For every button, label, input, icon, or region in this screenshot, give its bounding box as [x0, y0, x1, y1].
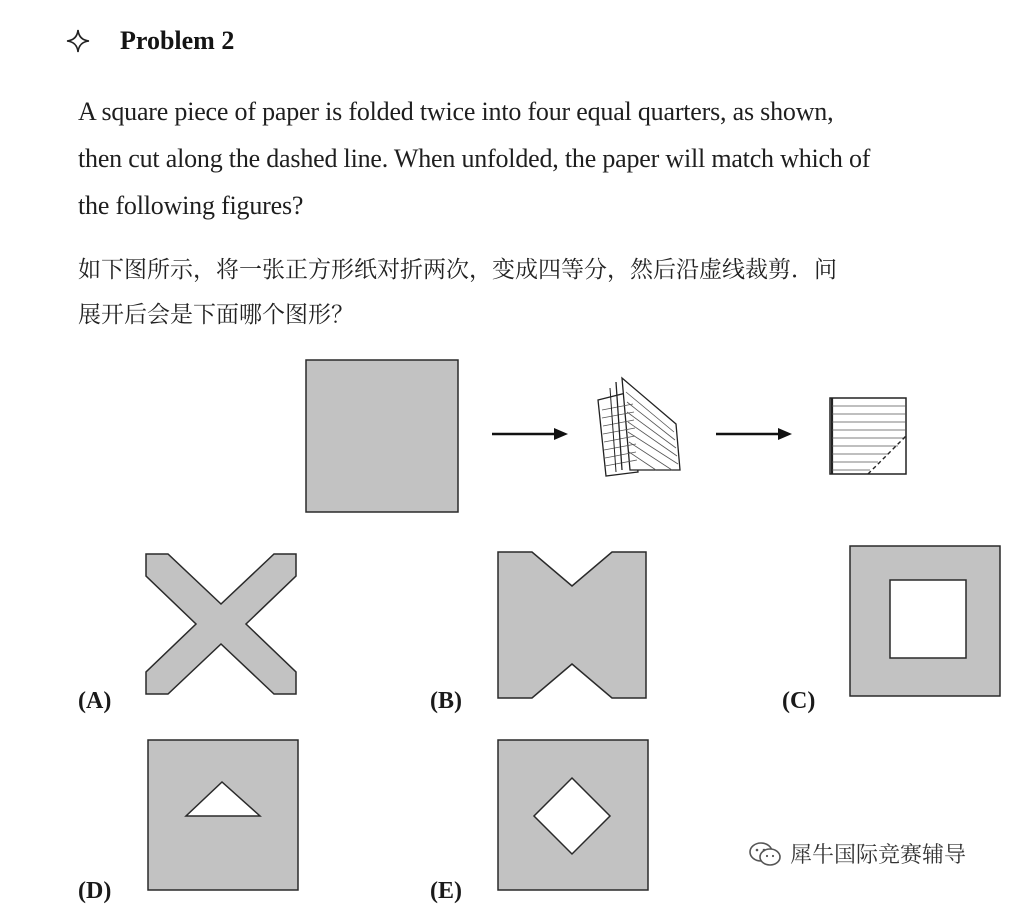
- problem-text-en-line: A square piece of paper is folded twice into four equal quarters, as shown,: [78, 97, 834, 126]
- option-d-figure[interactable]: [142, 736, 304, 898]
- option-d-label[interactable]: (D): [78, 878, 112, 904]
- problem-text-zh: [78, 248, 1034, 338]
- quarter-paper-with-cut: [830, 398, 906, 474]
- problem-text-zh-line: 展开后会是下面哪个图形？: [78, 302, 354, 328]
- problem-text-zh-line: 如下图所示，将一张正方形纸对折两次，变成四等分，然后沿虚线裁剪．问: [78, 257, 837, 283]
- problem-heading: [66, 26, 234, 56]
- wechat-icon: [748, 841, 782, 867]
- problem-text-en-line: the following figures?: [78, 191, 304, 220]
- arrow-right-icon: [492, 428, 568, 440]
- option-c-figure[interactable]: [844, 540, 1006, 702]
- option-b-figure[interactable]: [492, 542, 652, 706]
- arrow-right-icon: [716, 428, 792, 440]
- option-c-label[interactable]: (C): [782, 688, 816, 714]
- watermark-text: 犀牛国际竞赛辅导: [790, 843, 967, 868]
- option-b-label[interactable]: (B): [430, 688, 462, 714]
- option-e-label[interactable]: (E): [430, 878, 462, 904]
- square-paper: [306, 360, 458, 512]
- folded-paper-3d: [598, 378, 680, 476]
- four-point-star-icon: [66, 29, 90, 53]
- folding-diagram: [300, 352, 920, 520]
- problem-text-en-line: then cut along the dashed line. When unfolded, the paper will match which of: [78, 144, 871, 173]
- problem-title: Problem 2: [120, 26, 235, 55]
- watermark: [748, 838, 966, 869]
- option-a-figure[interactable]: [140, 542, 304, 706]
- option-a-label[interactable]: (A): [78, 688, 112, 714]
- option-e-figure[interactable]: [492, 736, 654, 898]
- problem-text-en: [78, 88, 1034, 229]
